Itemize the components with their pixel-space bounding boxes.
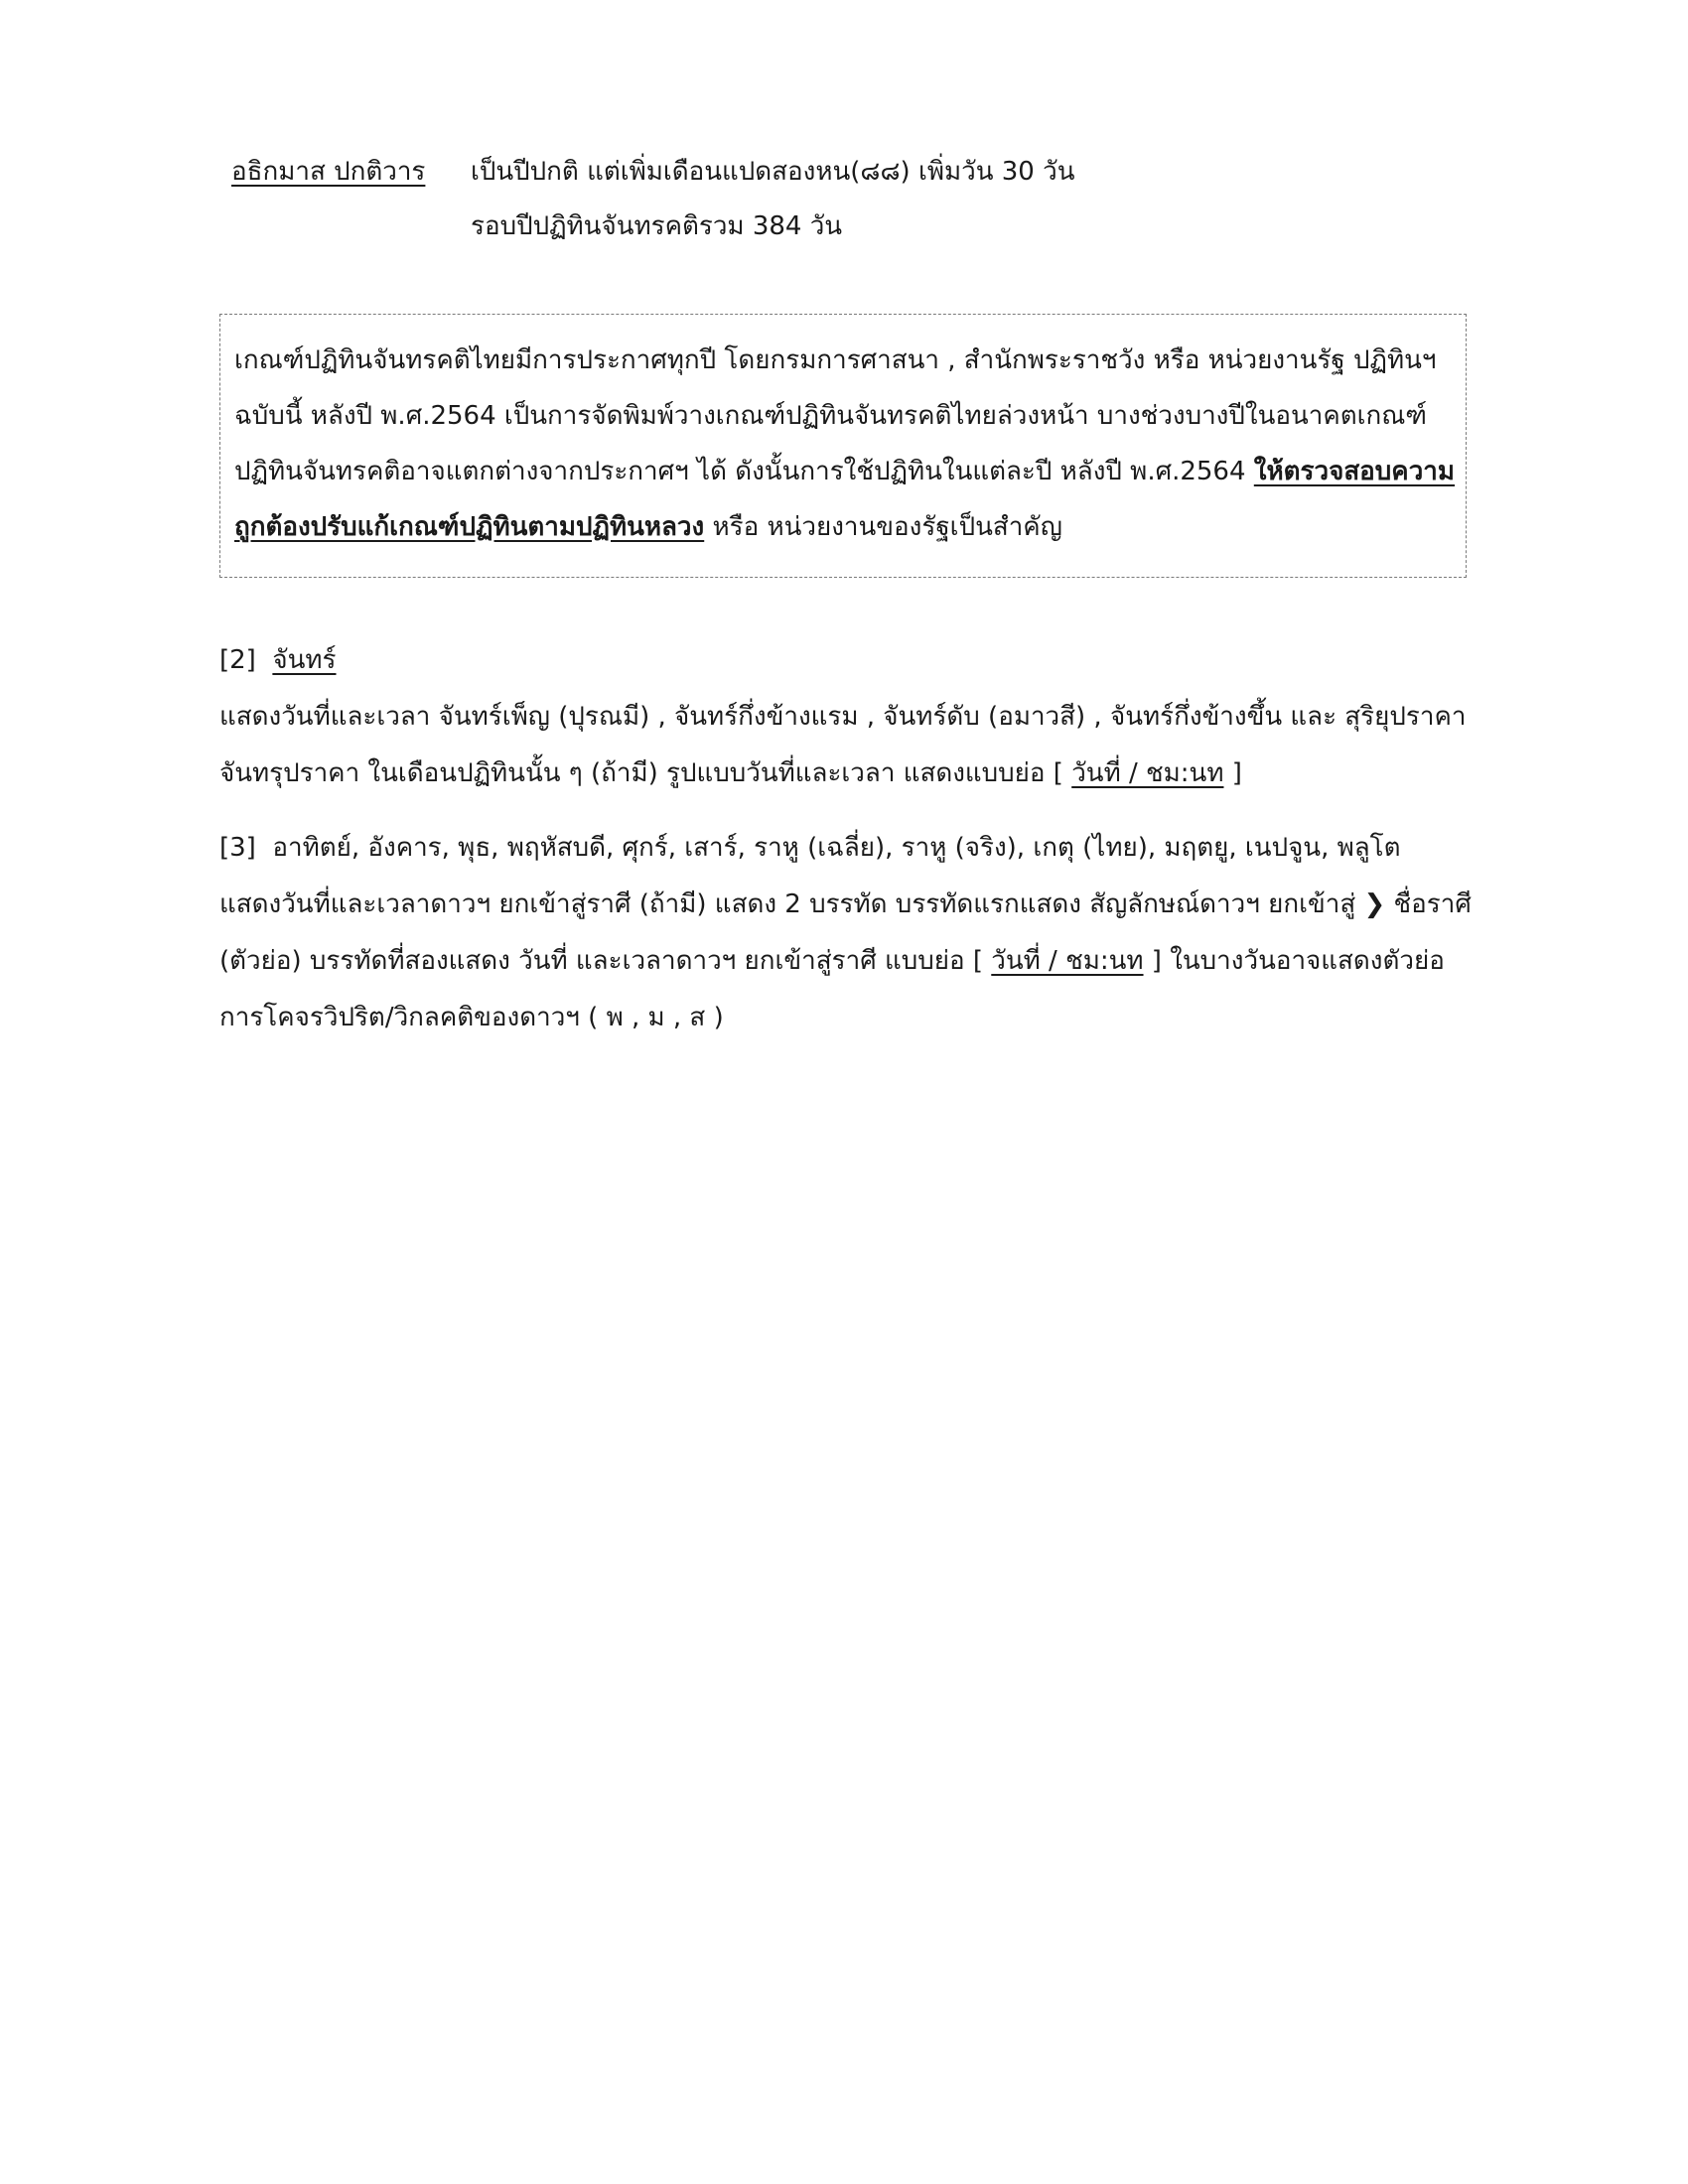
section-planets-line-2-text: (ตัวย่อ) บรรทัดที่สองแสดง วันที่ และเวลาดาวฯ ยกเข้าสู่ราศี แบบย่อ [ — [219, 946, 992, 976]
section-moon-line-2 — [219, 746, 1471, 802]
leap-desc-line1: เป็นปีปกติ แต่เพิ่มเดือนแปดสองหน(๘๘) เพิ่มวัน 30 วัน — [471, 157, 1075, 187]
section-planets-heading — [219, 820, 1471, 877]
section-planets-title: อาทิตย์, อังคาร, พุธ, พฤหัสบดี, ศุกร์, เสาร์, ราหู (เฉลี่ย), ราหู (จริง), เกตุ (ไทย), มฤตยู, เนปจูน, พลูโต — [272, 833, 1401, 863]
leap-desc-line2: รอบปีปฏิทินจันทรคติรวม 384 วัน — [471, 211, 843, 241]
section-planets-line-2-end: ] ในบางวันอาจแสดงตัวย่อ — [1143, 946, 1445, 976]
leap-term-label: อธิกมาส ปกติวาร — [231, 157, 426, 187]
notice-emphasis-1: ให้ตรวจสอบความ — [1253, 457, 1456, 486]
notice-box — [219, 314, 1467, 578]
notice-line-4-text: หรือ หน่วยงานของรัฐเป็นสำคัญ — [704, 512, 1062, 542]
section-moon-heading — [219, 632, 1471, 689]
date-time-format: วันที่ / ชม:นท — [1071, 758, 1224, 788]
notice-line-1: เกณฑ์ปฏิทินจันทรคติไทยมีการประกาศทุกปี โดยกรมการศาสนา , สำนักพระราชวัง หรือ หน่วยงานรัฐ ปฏิทินฯ — [234, 345, 1437, 375]
section-planets-line-2 — [219, 933, 1471, 990]
section-moon-line-2-text: จันทรุปราคา ในเดือนปฏิทินนั้น ๆ (ถ้ามี) รูปแบบวันที่และเวลา แสดงแบบย่อ [ — [219, 758, 1072, 788]
section-moon — [219, 632, 1471, 802]
section-moon-number: [2] — [219, 645, 256, 675]
section-planets-line-1: แสดงวันที่และเวลาดาวฯ ยกเข้าสู่ราศี (ถ้ามี) แสดง 2 บรรทัด บรรทัดแรกแสดง สัญลักษณ์ดาวฯ ยกเข้าสู่ ❯ ชื่อราศี — [219, 889, 1472, 919]
section-moon-title: จันทร์ — [272, 645, 337, 675]
leap-term — [231, 152, 425, 192]
section-planets — [219, 820, 1471, 1046]
section-moon-line-2-end: ] — [1223, 758, 1242, 788]
date-time-format: วันที่ / ชม:นท — [991, 946, 1144, 976]
notice-emphasis-2: ถูกต้องปรับแก้เกณฑ์ปฏิทินตามปฏิทินหลวง — [234, 512, 705, 542]
section-moon-line-1: แสดงวันที่และเวลา จันทร์เพ็ญ (ปุรณมี) , จันทร์กึ่งข้างแรม , จันทร์ดับ (อมาวสี) , จันทร์กึ่งข้างขึ้น และ สุริยุปราคา — [219, 702, 1467, 732]
notice-line-3-text: ปฏิทินจันทรคติอาจแตกต่างจากประกาศฯ ได้ ดังนั้นการใช้ปฏิทินในแต่ละปี หลังปี พ.ศ.2564 — [234, 457, 1254, 486]
notice-line-4 — [234, 499, 1452, 555]
section-planets-number: [3] — [219, 833, 256, 863]
notice-line-3 — [234, 444, 1456, 499]
notice-line-2: ฉบับนี้ หลังปี พ.ศ.2564 เป็นการจัดพิมพ์วางเกณฑ์ปฏิทินจันทรคติไทยล่วงหน้า บางช่วงบางปีในอนาคตเกณฑ์ — [234, 401, 1427, 431]
section-planets-line-3: การโคจรวิปริต/วิกลคติของดาวฯ ( พ , ม , ส ) — [219, 1003, 724, 1032]
